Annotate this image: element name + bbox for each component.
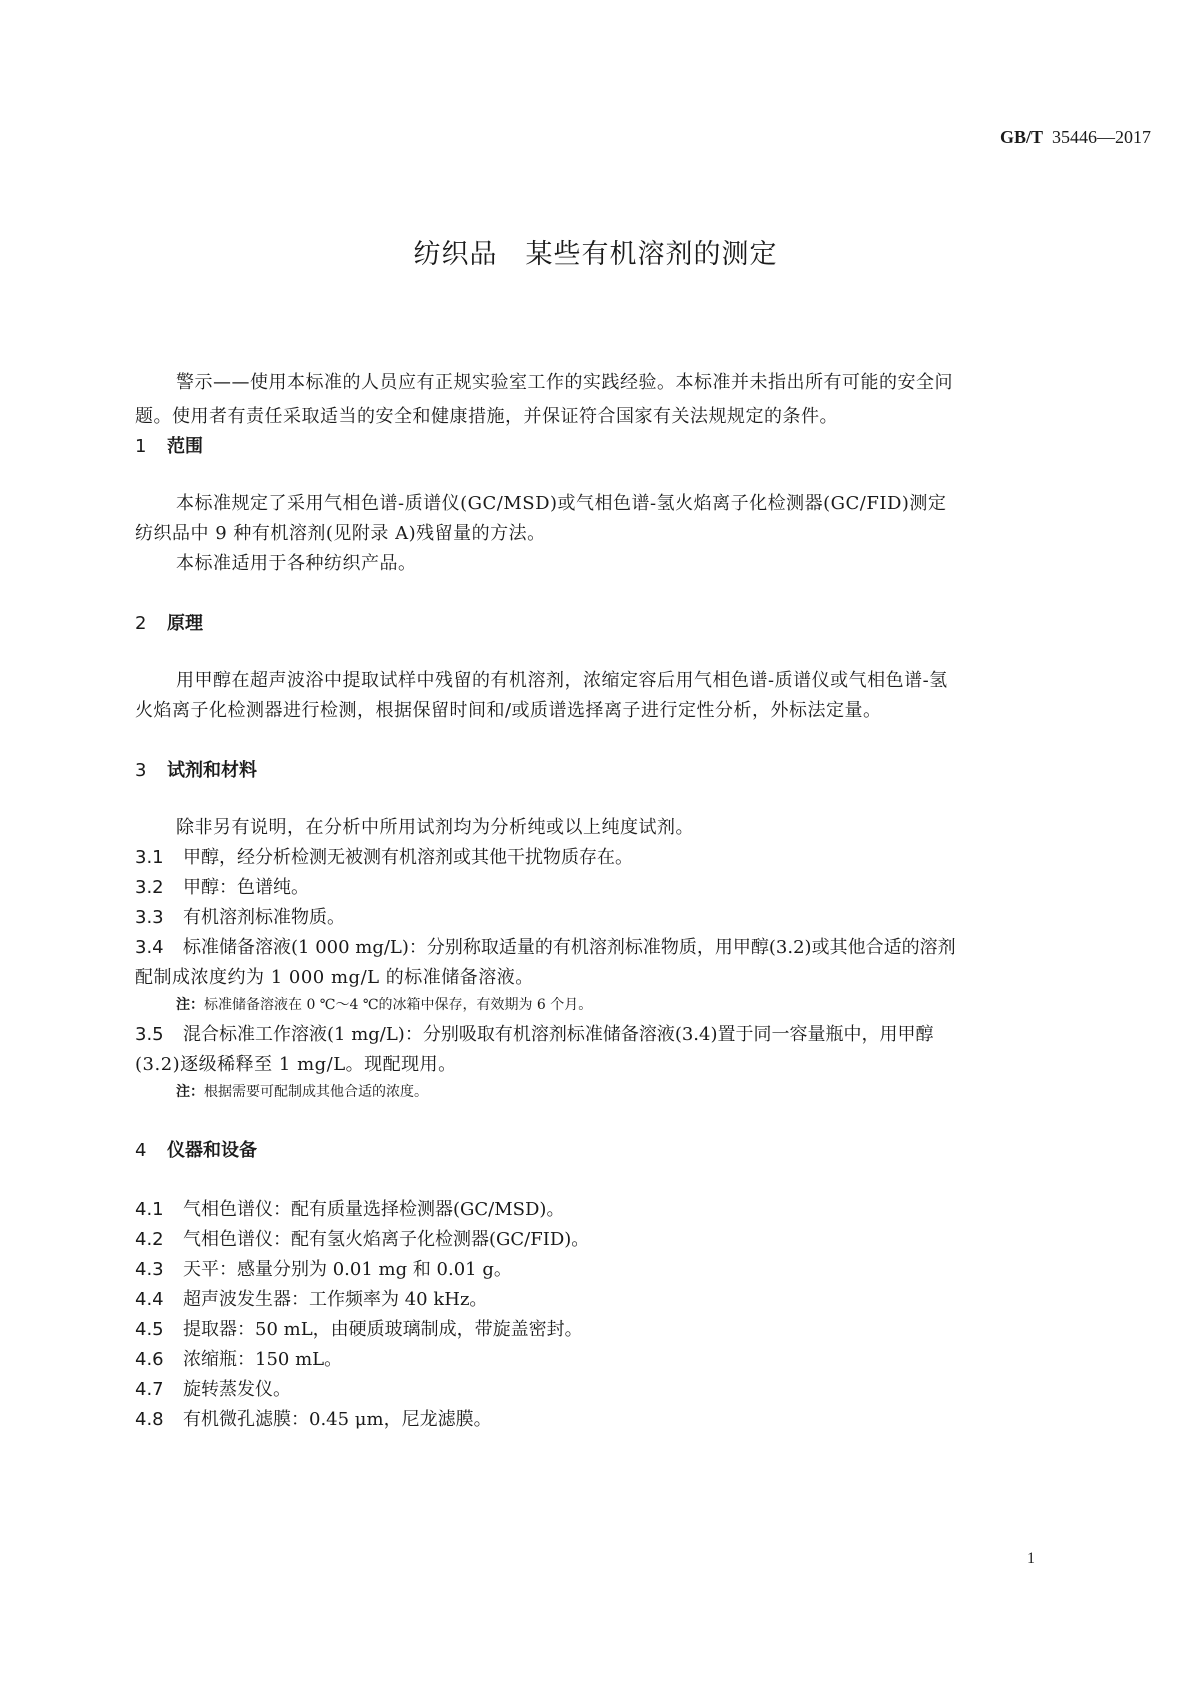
scope-paragraph-1-line-1: 本标准规定了采用气相色谱-质谱仪(GC/MSD)或气相色谱-氢火焰离子化检测器(GC/FID)测定: [176, 493, 947, 514]
document-title: 纺织品 某些有机溶剂的测定: [413, 239, 778, 270]
clause-4-5: [135, 1315, 583, 1341]
clause-3-4-continuation: 配制成浓度约为 1 000 mg/L 的标准储备溶液。: [135, 967, 534, 988]
section-number: 4: [135, 1140, 147, 1161]
section-heading-2: [135, 609, 203, 635]
clause-text: 天平：感量分别为 0.01 mg 和 0.01 g。: [183, 1259, 512, 1280]
clause-4-8: [135, 1405, 492, 1431]
clause-4-7: [135, 1375, 291, 1401]
section-heading-3: [135, 756, 257, 782]
clause-number: 3.4: [135, 937, 164, 958]
note-text: 标准储备溶液在 0 ℃～4 ℃的冰箱中保存，有效期为 6 个月。: [204, 997, 593, 1013]
clause-number: 4.4: [135, 1289, 164, 1310]
clause-number: 3.5: [135, 1024, 164, 1045]
clause-text: 气相色谱仪：配有质量选择检测器(GC/MSD)。: [183, 1199, 565, 1220]
clause-text: 混合标准工作溶液(1 mg/L)：分别吸取有机溶剂标准储备溶液(3.4)置于同一容量瓶中，用甲醇: [183, 1024, 934, 1045]
clause-number: 4.1: [135, 1199, 164, 1220]
clause-text: 有机溶剂标准物质。: [183, 907, 345, 928]
section-title: 试剂和材料: [167, 760, 257, 781]
clause-3-5-continuation: (3.2)逐级稀释至 1 mg/L。现配现用。: [135, 1054, 457, 1075]
section-title: 原理: [167, 613, 203, 634]
note-label: 注：: [176, 997, 204, 1013]
page-number: 1: [1027, 1550, 1035, 1567]
clause-number: 3.2: [135, 877, 164, 898]
scope-paragraph-1-line-2: 纺织品中 9 种有机溶剂(见附录 A)残留量的方法。: [135, 523, 546, 544]
principle-line-1: 用甲醇在超声波浴中提取试样中残留的有机溶剂，浓缩定容后用气相色谱-质谱仪或气相色谱-氢: [176, 670, 948, 691]
clause-text: 超声波发生器：工作频率为 40 kHz。: [183, 1289, 488, 1310]
principle-line-2: 火焰离子化检测器进行检测，根据保留时间和/或质谱选择离子进行定性分析，外标法定量。: [135, 700, 882, 721]
clause-text: 浓缩瓶：150 mL。: [183, 1349, 343, 1370]
standard-code: [1000, 127, 1151, 148]
section-number: 2: [135, 613, 147, 634]
clause-number: 4.2: [135, 1229, 164, 1250]
clause-number: 4.3: [135, 1259, 164, 1280]
clause-text: 提取器：50 mL，由硬质玻璃制成，带旋盖密封。: [183, 1319, 583, 1340]
note-text: 根据需要可配制成其他合适的浓度。: [204, 1084, 428, 1100]
section-heading-4: [135, 1136, 257, 1162]
standard-prefix: GB/T: [1000, 127, 1044, 147]
note-storage: [176, 994, 592, 1014]
clause-text: 甲醇，经分析检测无被测有机溶剂或其他干扰物质存在。: [183, 847, 633, 868]
clause-number: 4.6: [135, 1349, 164, 1370]
section-number: 3: [135, 760, 147, 781]
clause-4-1: [135, 1195, 564, 1221]
clause-number: 4.8: [135, 1409, 164, 1430]
clause-3-2: [135, 873, 309, 899]
scope-paragraph-2: 本标准适用于各种纺织产品。: [176, 553, 417, 574]
clause-4-3: [135, 1255, 512, 1281]
clause-4-2: [135, 1225, 589, 1251]
clause-text: 有机微孔滤膜：0.45 μm，尼龙滤膜。: [183, 1409, 492, 1430]
warning-line-1: 警示——使用本标准的人员应有正规实验室工作的实践经验。本标准并未指出所有可能的安全问: [176, 372, 953, 393]
clause-3-1: [135, 843, 633, 869]
clause-number: 4.7: [135, 1379, 164, 1400]
note-concentration: [176, 1081, 428, 1101]
clause-3-3: [135, 903, 345, 929]
clause-text: 甲醇：色谱纯。: [183, 877, 309, 898]
clause-3-5: [135, 1020, 934, 1046]
note-label: 注：: [176, 1084, 204, 1100]
section-number: 1: [135, 436, 147, 457]
warning-line-2: 题。使用者有责任采取适当的安全和健康措施，并保证符合国家有关法规规定的条件。: [135, 406, 838, 427]
standard-number: 35446—2017: [1052, 127, 1152, 147]
clause-text: 气相色谱仪：配有氢火焰离子化检测器(GC/FID)。: [183, 1229, 590, 1250]
clause-4-6: [135, 1345, 342, 1371]
clause-3-4: [135, 933, 956, 959]
clause-number: 3.1: [135, 847, 164, 868]
clause-4-4: [135, 1285, 487, 1311]
clause-text: 旋转蒸发仪。: [183, 1379, 291, 1400]
clause-text: 标准储备溶液(1 000 mg/L)：分别称取适量的有机溶剂标准物质，用甲醇(3.2)或其他合适的溶剂: [183, 937, 956, 958]
section-title: 仪器和设备: [167, 1140, 257, 1161]
clause-number: 3.3: [135, 907, 164, 928]
reagents-intro: 除非另有说明，在分析中所用试剂均为分析纯或以上纯度试剂。: [176, 817, 694, 838]
section-title: 范围: [167, 436, 203, 457]
section-heading-1: [135, 432, 203, 458]
clause-number: 4.5: [135, 1319, 164, 1340]
